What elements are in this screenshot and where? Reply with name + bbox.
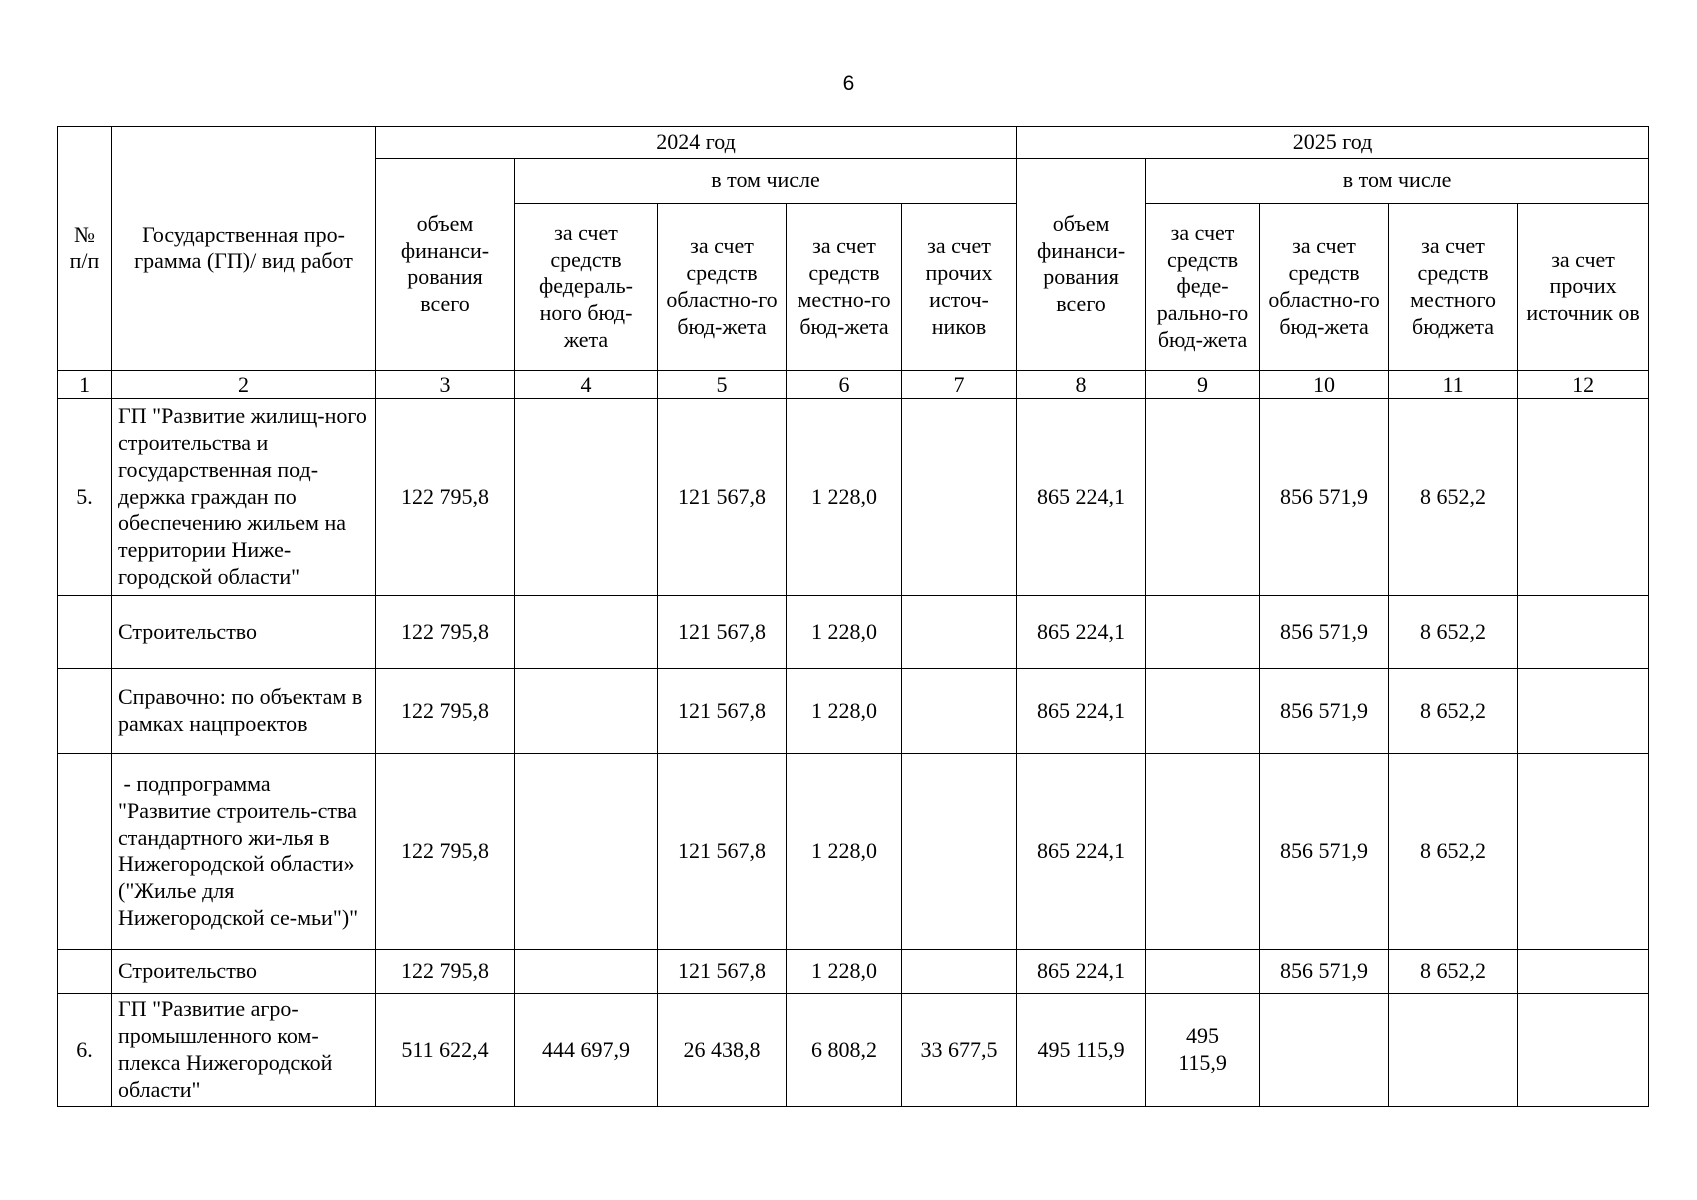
cell-other-2024: 33 677,5 — [902, 993, 1017, 1106]
header-2025-other: за счет прочих источник ов — [1518, 203, 1649, 370]
cell-local-2024: 1 228,0 — [787, 398, 902, 595]
cell-total-2024: 122 795,8 — [376, 949, 515, 993]
cell-total-2024: 122 795,8 — [376, 753, 515, 949]
cell-total-2025: 865 224,1 — [1017, 398, 1146, 595]
cell-total-2024: 122 795,8 — [376, 595, 515, 668]
cell-other-2025 — [1518, 398, 1649, 595]
row-no: 6. — [58, 993, 112, 1106]
cell-local-2025: 8 652,2 — [1389, 668, 1518, 753]
table-row — [58, 993, 1649, 1106]
cell-federal-2024 — [515, 949, 658, 993]
cell-federal-2024 — [515, 668, 658, 753]
column-number: 6 — [787, 370, 902, 398]
cell-total-2025: 865 224,1 — [1017, 668, 1146, 753]
row-no — [58, 753, 112, 949]
cell-local-2025: 8 652,2 — [1389, 949, 1518, 993]
column-number: 1 — [58, 370, 112, 398]
cell-regional-2025: 856 571,9 — [1260, 753, 1389, 949]
cell-regional-2025: 856 571,9 — [1260, 398, 1389, 595]
header-2025-regional: за счет средств областно-го бюд-жета — [1260, 203, 1389, 370]
column-number: 7 — [902, 370, 1017, 398]
header-year-2024: 2024 год — [376, 127, 1017, 159]
cell-total-2025: 865 224,1 — [1017, 753, 1146, 949]
cell-regional-2024: 121 567,8 — [658, 398, 787, 595]
cell-federal-2025 — [1146, 595, 1260, 668]
cell-other-2025 — [1518, 668, 1649, 753]
cell-federal-2024 — [515, 398, 658, 595]
cell-regional-2024: 121 567,8 — [658, 949, 787, 993]
header-2024-local: за счет средств местно-го бюд-жета — [787, 203, 902, 370]
cell-local-2024: 1 228,0 — [787, 595, 902, 668]
row-no — [58, 949, 112, 993]
header-program: Государственная про-грамма (ГП)/ вид работ — [112, 127, 376, 371]
header-2025-federal: за счет средств феде-рально-го бюд-жета — [1146, 203, 1260, 370]
column-number-row — [58, 370, 1649, 398]
cell-local-2024: 1 228,0 — [787, 753, 902, 949]
column-number: 8 — [1017, 370, 1146, 398]
cell-regional-2025 — [1260, 993, 1389, 1106]
row-name: ГП "Развитие жилищ-ного строительства и государственная под-держка граждан по обеспечению жильем на территории Ниже-городской области" — [112, 398, 376, 595]
table-row — [58, 753, 1649, 949]
table-row — [58, 595, 1649, 668]
column-number: 11 — [1389, 370, 1518, 398]
cell-local-2024: 1 228,0 — [787, 949, 902, 993]
cell-federal-2025: 495 115,9 — [1146, 993, 1260, 1106]
cell-other-2025 — [1518, 993, 1649, 1106]
cell-total-2025: 865 224,1 — [1017, 595, 1146, 668]
budget-table — [57, 126, 1649, 1107]
row-no — [58, 668, 112, 753]
cell-total-2024: 511 622,4 — [376, 993, 515, 1106]
row-name: Справочно: по объектам в рамках нацпроектов — [112, 668, 376, 753]
column-number: 12 — [1518, 370, 1649, 398]
cell-other-2024 — [902, 398, 1017, 595]
cell-federal-2025 — [1146, 949, 1260, 993]
cell-federal-2025 — [1146, 398, 1260, 595]
header-year-2025: 2025 год — [1017, 127, 1649, 159]
cell-other-2024 — [902, 753, 1017, 949]
cell-local-2025 — [1389, 993, 1518, 1106]
cell-local-2025: 8 652,2 — [1389, 753, 1518, 949]
cell-total-2025: 495 115,9 — [1017, 993, 1146, 1106]
cell-federal-2025 — [1146, 668, 1260, 753]
cell-regional-2025: 856 571,9 — [1260, 949, 1389, 993]
row-name: - подпрограмма "Развитие строитель-ства стандартного жи-лья в Нижегородской области» ("Жилье для Нижегородской се-мьи")" — [112, 753, 376, 949]
column-number: 9 — [1146, 370, 1260, 398]
cell-regional-2025: 856 571,9 — [1260, 595, 1389, 668]
cell-regional-2025: 856 571,9 — [1260, 668, 1389, 753]
row-no: 5. — [58, 398, 112, 595]
page-number: 6 — [842, 72, 855, 95]
row-name: Строительство — [112, 595, 376, 668]
column-number: 4 — [515, 370, 658, 398]
cell-federal-2024 — [515, 595, 658, 668]
cell-local-2024: 1 228,0 — [787, 668, 902, 753]
cell-local-2025: 8 652,2 — [1389, 398, 1518, 595]
header-including-2024: в том числе — [515, 158, 1017, 203]
cell-total-2025: 865 224,1 — [1017, 949, 1146, 993]
cell-other-2024 — [902, 595, 1017, 668]
column-number: 2 — [112, 370, 376, 398]
header-total-2025: объем финанси-рования всего — [1017, 158, 1146, 370]
header-including-2025: в том числе — [1146, 158, 1649, 203]
column-number: 10 — [1260, 370, 1389, 398]
row-name: Строительство — [112, 949, 376, 993]
cell-local-2025: 8 652,2 — [1389, 595, 1518, 668]
cell-regional-2024: 26 438,8 — [658, 993, 787, 1106]
header-2024-federal: за счет средств федераль-ного бюд-жета — [515, 203, 658, 370]
cell-regional-2024: 121 567,8 — [658, 753, 787, 949]
cell-regional-2024: 121 567,8 — [658, 668, 787, 753]
header-2024-other: за счет прочих источ-ников — [902, 203, 1017, 370]
column-number: 3 — [376, 370, 515, 398]
table-row — [58, 398, 1649, 595]
header-total-2024: объем финанси-рования всего — [376, 158, 515, 370]
cell-federal-2024 — [515, 753, 658, 949]
cell-total-2024: 122 795,8 — [376, 398, 515, 595]
cell-local-2024: 6 808,2 — [787, 993, 902, 1106]
cell-federal-2025 — [1146, 753, 1260, 949]
cell-other-2024 — [902, 949, 1017, 993]
table-row — [58, 668, 1649, 753]
cell-other-2025 — [1518, 595, 1649, 668]
cell-regional-2024: 121 567,8 — [658, 595, 787, 668]
column-number: 5 — [658, 370, 787, 398]
cell-other-2024 — [902, 668, 1017, 753]
cell-total-2024: 122 795,8 — [376, 668, 515, 753]
header-2024-regional: за счет средств областно-го бюд-жета — [658, 203, 787, 370]
header-no: № п/п — [58, 127, 112, 371]
row-no — [58, 595, 112, 668]
row-name: ГП "Развитие агро-промышленного ком-плекса Нижегородской области" — [112, 993, 376, 1106]
header-2025-local: за счет средств местного бюджета — [1389, 203, 1518, 370]
cell-other-2025 — [1518, 949, 1649, 993]
cell-other-2025 — [1518, 753, 1649, 949]
cell-federal-2024: 444 697,9 — [515, 993, 658, 1106]
table-row — [58, 949, 1649, 993]
